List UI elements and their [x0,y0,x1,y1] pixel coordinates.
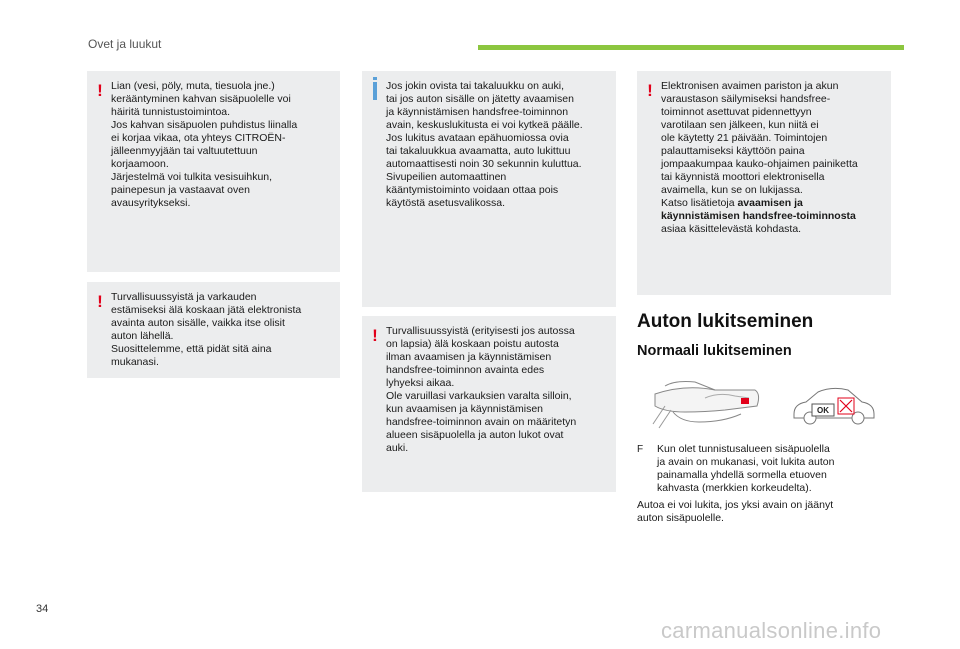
warning-box-battery [637,71,891,295]
ok-badge: OK [817,406,829,415]
warning-icon: ! [372,326,378,345]
watermark: carmanualsonline.info [661,618,882,643]
door-handle-hand-illustration [645,376,765,430]
warning-box-children [362,316,616,492]
info-box-locking [362,71,616,307]
car-locked-illustration [788,382,878,430]
instruction-step [637,443,897,495]
warning-text-battery: Elektronisen avaimen pariston ja akun varaustason säilymiseksi handsfree- toiminnot asettuvat pidennettyyn varotilaan sen jälkeen, kun niitä ei ole käytetty 21 päivään. Toimintojen palauttamiseksi käyttöön paina jompaakumpaa kauko-ohjaimen painiketta tai käynnistä moottori elektronisella avaimella, kun se on lukijassa. Katso lisätietoja avaamisen ja käynnistämisen handsfree-toiminnosta asiaa käsittelevästä kohdasta. [661,80,858,235]
info-text-locking: Jos jokin ovista tai takaluukku on auki, tai jos auton sisälle on jätetty avaamisen ja käynnistämisen handsfree-toiminnon avain, keskuslukitusta ei voi kytkeä päälle. Jos lukitus avataan epähuomiossa ovia tai takaluukkua avaamatta, auto lukittuu automaattisesti noin 30 sekunnin kuluttua. Sivupeilien automaattinen kääntymistoiminto voidaan ottaa pois käytöstä asetusvalikossa. [386,80,583,209]
warning-icon: ! [647,81,653,100]
header-accent-bar [478,45,904,50]
warning-text-theft: Turvallisuussyistä ja varkauden estämiseksi älä koskaan jätä elektronista avainta auton sisälle, vaikka itse olisit auton lähellä. Suosittelemme, että pidät sitä aina mukanasi. [111,291,302,368]
step-bullet-icon: F [637,444,644,455]
warning-box-theft [87,282,340,378]
cross-reference-bold: avaamisen ja käynnistämisen handsfree-toiminnosta [661,197,856,222]
warning-box-dirt [87,71,340,272]
warning-text-dirt: Lian (vesi, pöly, muta, tiesuola jne.) kerääntyminen kahvan sisäpuolelle voi häiritä tunnistustoimintoa. Jos kahvan sisäpuolen puhdistus liinalla ei korjaa vikaa, ota yhteys CITROËN- jälleenmyyjään tai valtuutettuun korjaamoon. Järjestelmä voi tulkita vesisuihkun, painepesun ja vastaavat oven avausyritykseksi. [111,80,298,209]
warning-icon: ! [97,292,103,311]
lock-note: Autoa ei voi lukita, jos yksi avain on jäänyt auton sisäpuolelle. [637,499,834,524]
step-text: Kun olet tunnistusalueen sisäpuolella ja avain on mukanasi, voit lukita auton painamalla yhdellä sormella etuoven kahvasta (merkkien korkeudelta). [657,443,835,494]
warning-icon: ! [97,81,103,100]
section-subtitle: Normaali lukitseminen [637,343,792,359]
section-header-title: Ovet ja luukut [88,37,162,51]
section-title: Auton lukitseminen [637,311,814,332]
page-number: 34 [36,603,49,615]
warning-text-children: Turvallisuussyistä (erityisesti jos autossa on lapsia) älä koskaan poistu autosta ilman avaamisen ja käynnistämisen handsfree-toiminnon avainta edes lyhyeksi aikaa. Ole varuillasi varkauksien varalta silloin, kun avaamisen ja käynnistämisen handsfree-toiminnon avain on määritetyn alueen sisäpuolella ja auton lukot ovat auki. [386,325,577,454]
